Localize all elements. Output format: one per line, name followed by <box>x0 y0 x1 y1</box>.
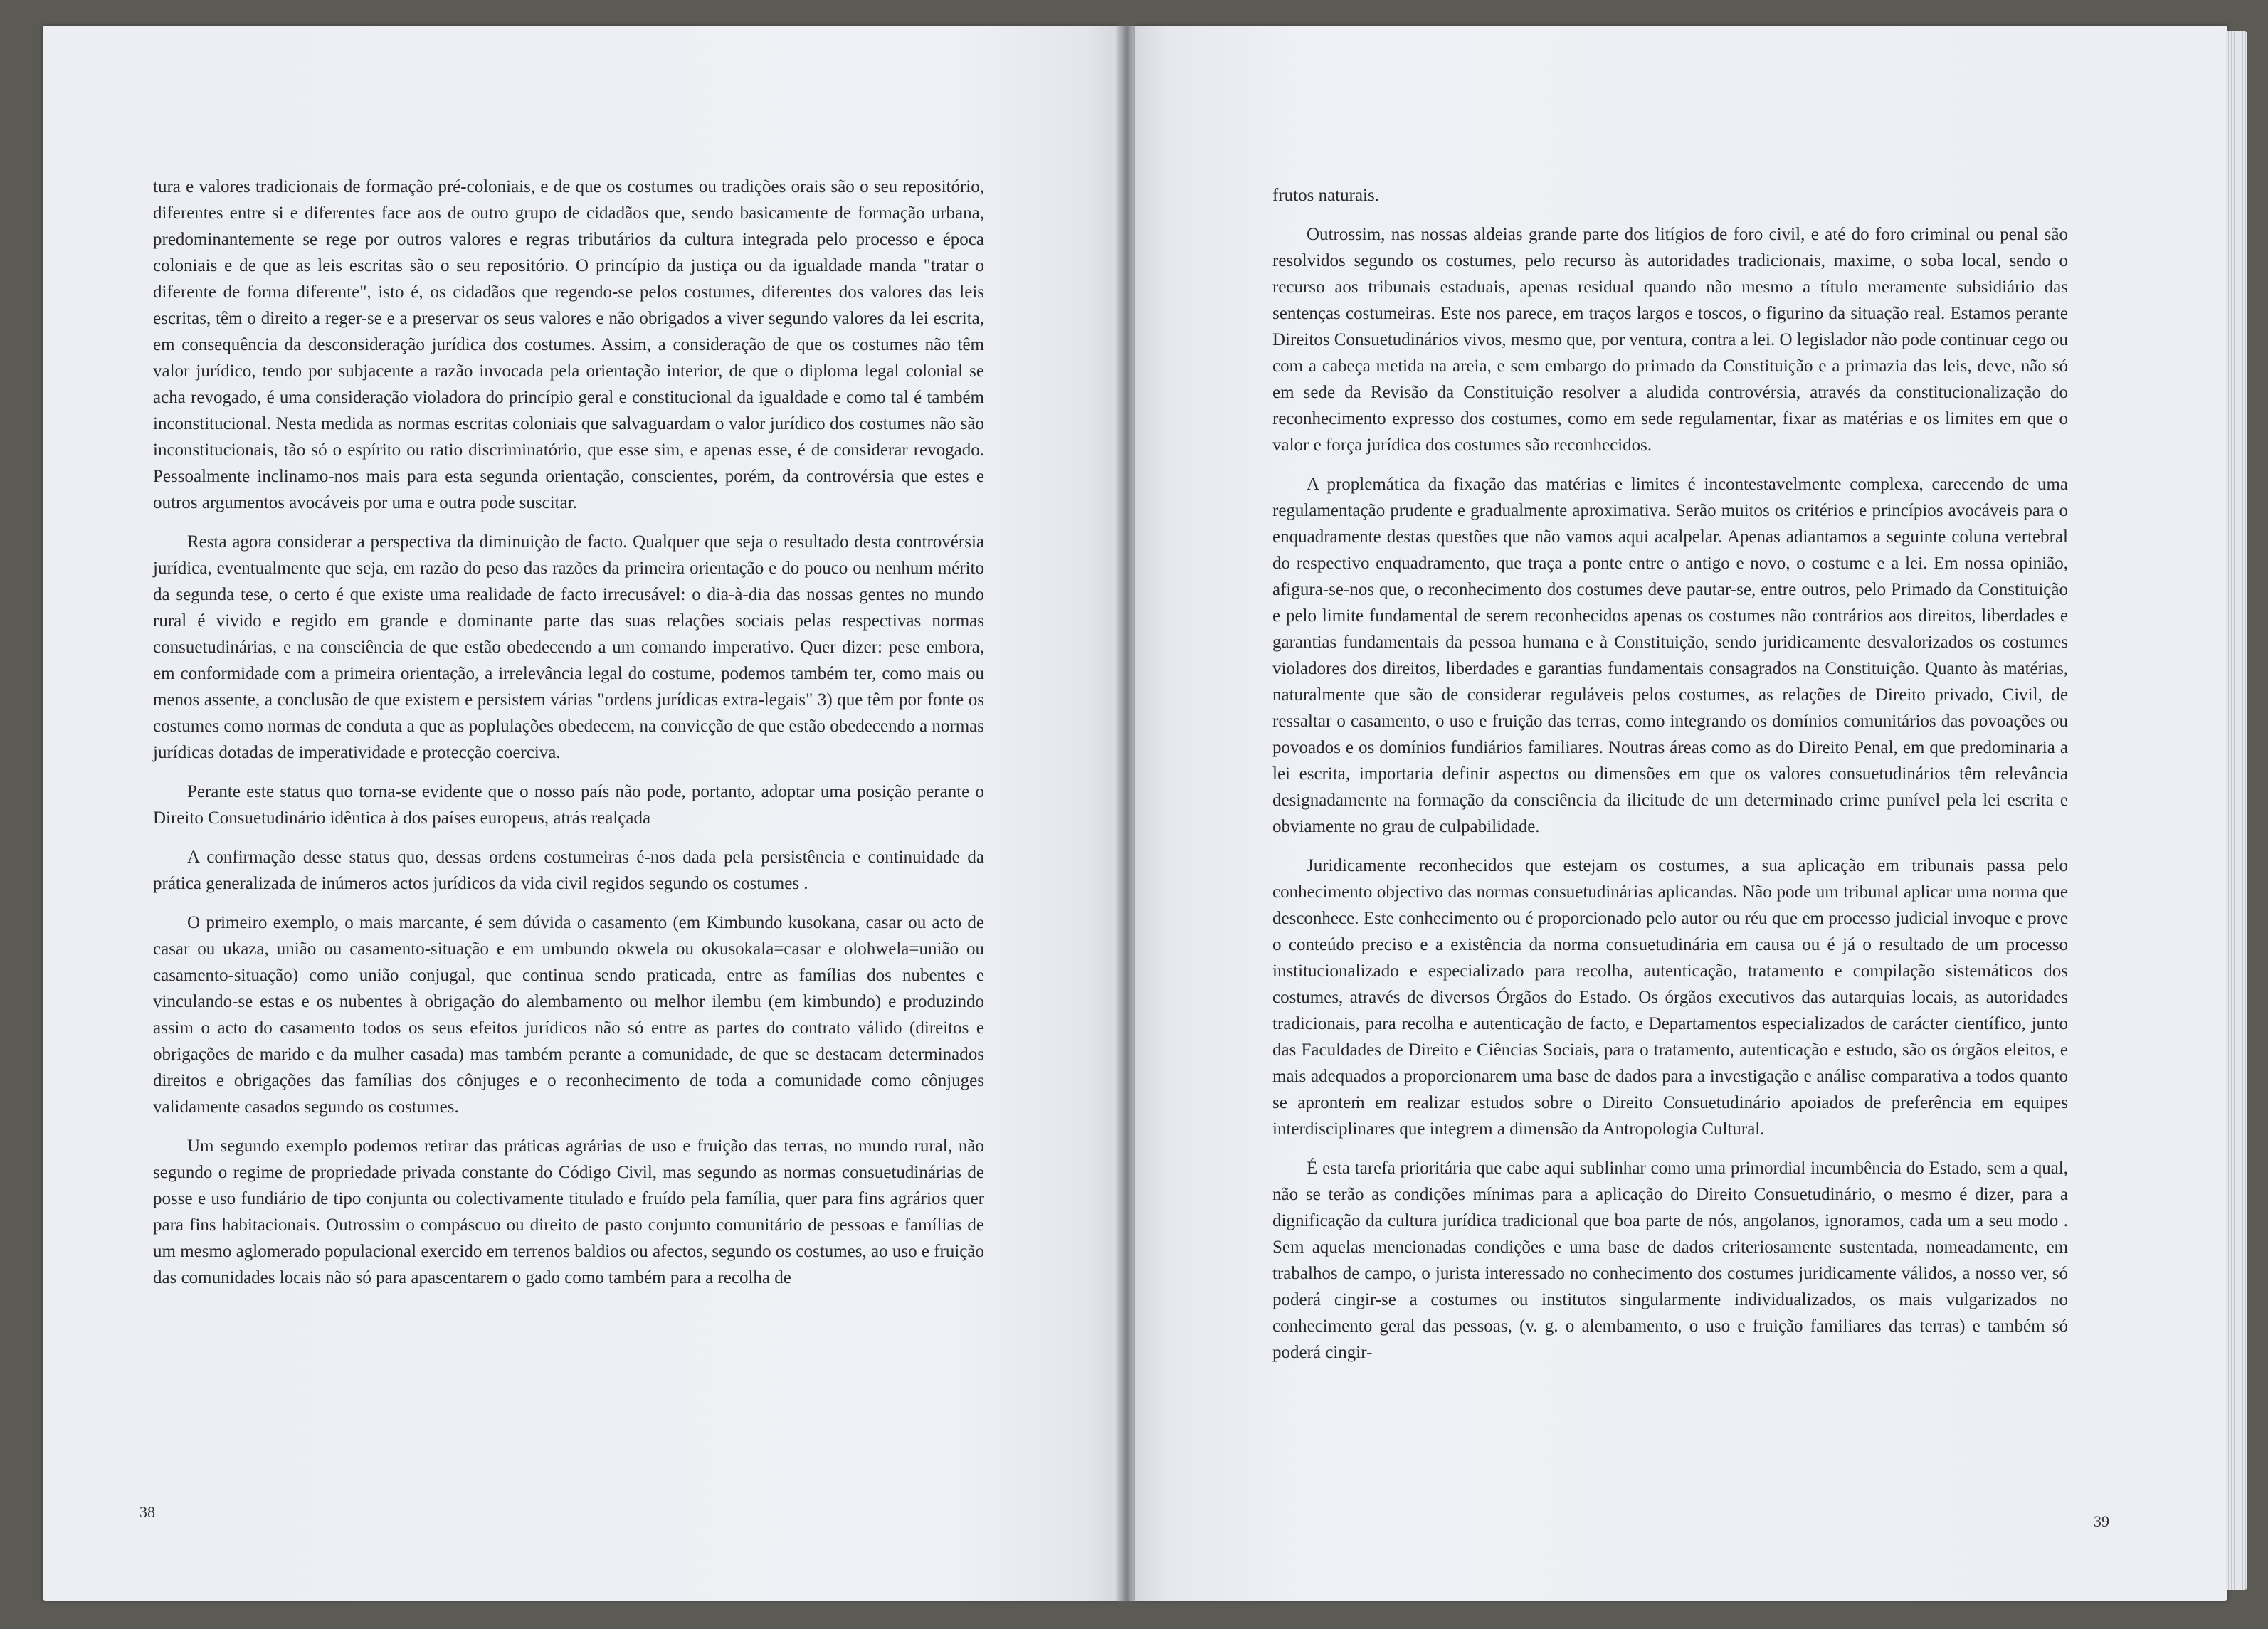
book-gutter <box>1116 26 1136 1601</box>
paragraph: A proplemática da fixação das matérias e limites é incontestavelmente complexa, carecendo de uma regulamentação prudente e gradualmente aproximativa. Serão muitos os critérios e princípios avocáveis para o enquadramente destas questões que não vamos aqui acalpelar. Apenas adiantamos a seguinte coluna vertebral do respectivo enquadramento, que traça a ponte entre o antigo e novo, o costume e a lei. Em nossa opinião, afigura-se-nos que, o reconhecimento dos costumes deve pautar-se, entre outros, pelo Primado da Constituição e pelo limite fundamental de serem reconhecidos apenas os costumes não contrários aos direitos, liberdades e garantias fundamentais da pessoa humana e à Constituição, sendo juridicamente desvalorizados os costumes violadores dos direitos, liberdades e garantias fundamentais consagrados na Constituição. Quanto às matérias, naturalmente que são de considerar reguláveis pelos costumes, as relações de Direito privado, Civil, de ressaltar o casamento, o uso e fruição das terras, como integrando os domínios comunitários das povoações ou povoados e os domínios fundiários familiares. Noutras áreas como as do Direito Penal, em que predominaria a lei escrita, importaria definir aspectos ou dimensões em que os valores consuetudinários têm relevância designadamente na formação da consciência da ilicitude de um determinado crime punível pela lei escrita e obviamente no grau de culpabilidade. <box>1272 475 2068 836</box>
right-page-text <box>1272 182 2068 1378</box>
paragraph: Juridicamente reconhecidos que estejam os costumes, a sua aplicação em tribunais passa pelo conhecimento objectivo das normas consuetudinárias aplicandas. Não pode um tribunal aplicar uma norma que desconhece. Este conhecimento ou é proporcionado pelo autor ou réu que em processo judicial invoque e prove o conteúdo preciso e a existência da norma consuetudinária em causa ou é já o resultado de um processo institucionalizado e especializado para recolha, autenticação, tratamento e compilação sistemáticos dos costumes, através de diversos Órgãos do Estado. Os órgãos executivos das autarquias locais, as autoridades tradicionais, para recolha e autenticação de facto, e Departamentos especializados de carácter científico, junto das Faculdades de Direito e Ciências Sociais, para o tratamento, autenticação e estudo, são os órgãos eleitos, e mais adequados a proporcionarem uma base de dados para a investigação e análise comparativa a todos quanto se apronteṁ em realizar estudos sobre o Direito Consuetudinário apoiados de preferência em equipes interdisciplinares que integrem a dimensão da Antropologia Cultural. <box>1272 856 2068 1139</box>
paragraph: Resta agora considerar a perspectiva da diminuição de facto. Qualquer que seja o resultado desta controvérsia jurídica, eventualmente que seja, em razão do peso das razões da primeira orientação e do pouco ou nenhum mérito da segunda tese, o certo é que existe uma realidade de facto irrecusável: o dia-à-dia das nossas gentes no mundo rural é vivido e regido em grande e dominante parte das suas relações sociais pelas respectivas normas consuetudinárias, e na consciência de que estão obedecendo a um comando imperativo. Quer dizer: pese embora, em conformidade com a primeira orientação, a irrelevância legal do costume, podemos também ter, como mais ou menos assente, a conclusão de que existem e persistem várias "ordens jurídicas extra-legais" 3) que têm por fonte os costumes como normas de conduta a que as poplulações obedecem, na convicção de que estão obedecendo a normas jurídicas dotadas de imperatividade e protecção coerciva. <box>153 532 984 762</box>
left-page-text <box>153 174 984 1304</box>
paragraph: tura e valores tradicionais de formação pré-coloniais, e de que os costumes ou tradições orais são o seu repositório, diferentes entre si e diferentes face aos de outro grupo de cidadãos que, sendo basicamente de formação urbana, predominantemente se rege por outros valores e regras tributários da cultura integrada pelo processo e época coloniais e de que as leis escritas são o seu repositório. O princípio da justiça ou da igualdade manda "tratar o diferente de forma diferente", isto é, os cidadãos que regendo-se pelos costumes, diferentes dos valores das leis escritas, têm o direito a reger-se e a preservar os seus valores e não obrigados a viver segundo valores da lei escrita, em consequência da desconsideração jurídica dos costumes. Assim, a consideração de que os costumes não têm valor jurídico, tendo por subjacente a razão invocada pela orientação interior, de que o diploma legal colonial se acha revogado, é uma consideração violadora do princípio geral e constitucional da igualdade e como tal é também inconstitucional. Nesta medida as normas escritas coloniais que salvaguardam o valor jurídico dos costumes não são inconstitucionais, tão só o espírito ou ratio discriminatório, que esse sim, e apenas esse, é de considerar revogado. Pessoalmente inclinamo-nos mais para esta segunda orientação, conscientes, porém, da controvérsia que estes e outros argumentos avocáveis por uma e outra pode suscitar. <box>153 177 984 512</box>
paragraph: É esta tarefa prioritária que cabe aqui sublinhar como uma primordial incumbência do Estado, sem a qual, não se terão as condições mínimas para a aplicação do Direito Consuetudinário, o mesmo é dizer, para a dignificação da cultura jurídica tradicional que boa parte de nós, angolanos, ignoramos, cada um a seu modo . Sem aquelas mencionadas condições e uma base de dados criteriosamente sustentada, nomeadamente, em trabalhos de campo, o jurista interessado no conhecimento dos costumes juridicamente válidos, a nosso ver, só poderá cingir-se a costumes ou institutos singularmente individualizados, os mais vulgarizados no conhecimento geral das pessoas, (v. g. o alembamento, o uso e fruição familiares das terras) e também só poderá cingir- <box>1272 1159 2068 1362</box>
paragraph: O primeiro exemplo, o mais marcante, é sem dúvida o casamento (em Kimbundo kusokana, casar ou acto de casar ou ukaza, união ou casamento-situação e em umbundo okwela ou okusokala=casar e olohwela=união ou casamento-situação) como união conjugal, que continua sendo praticada, entre as famílias dos nubentes e vinculando-se estas e os nubentes à obrigação do alembamento ou melhor ilembu (em kimbundo) e produzindo assim o acto do casamento todos os seus efeitos jurídicos não só entre as partes do contrato válido (direitos e obrigações de marido e da mulher casada) mas também perante a comunidade, de que se destacam determinados direitos e obrigações das famílias dos cônjuges e o reconhecimento de toda a comunidade como cônjuges validamente casados segundo os costumes. <box>153 913 984 1117</box>
paragraph: Um segundo exemplo podemos retirar das práticas agrárias de uso e fruição das terras, no mundo rural, não segundo o regime de propriedade privada constante do Código Civil, mas segundo as normas consuetudinárias de posse e uso fundiário de tipo conjunta ou colectivamente titulado e fruído pela família, quer para fins agrários quer para fins habitacionais. Outrossim o compáscuo ou direito de pasto conjunto comunitário de pessoas e famílias de um mesmo aglomerado populacional exercido em terrenos baldios ou afectos, segundo os costumes, ao uso e fruição das comunidades locais não só para apascentarem o gado como também para a recolha de <box>153 1137 984 1287</box>
paragraph: frutos naturais. <box>1272 186 1379 205</box>
page-edges <box>2226 31 2247 1590</box>
page-number-right: 39 <box>2094 1512 2109 1530</box>
paragraph: A confirmação desse status quo, dessas ordens costumeiras é-nos dada pela persistência e continuidade da prática generalizada de inúmeros actos jurídicos da vida civil regidos segundo os costumes . <box>153 848 984 893</box>
page-number-left: 38 <box>139 1503 155 1521</box>
paragraph: Outrossim, nas nossas aldeias grande parte dos litígios de foro civil, e até do foro criminal ou penal são resolvidos segundo os costumes, pelo recurso às autoridades tradicionais, maxime, o soba local, sendo o recurso aos tribunais estaduais, apenas residual quando não mesmo a título meramente subsidiário das sentenças costumeiras. Este nos parece, em traços largos e toscos, o figurino da situação real. Estamos perante Direitos Consuetudinários vivos, mesmo que, por ventura, contra a lei. O legislador não pode continuar cego ou com a cabeça metida na areia, e sem embargo do primado da Constituição e a primazia das leis, deve, não só em sede da Revisão da Constituição resolver a aludida controvérsia, através da constitucionalização do reconhecimento expresso dos costumes, como em sede regulamentar, fixar as matérias e os limites em que o valor e força jurídica dos costumes são reconhecidos. <box>1272 225 2068 455</box>
paragraph: Perante este status quo torna-se evidente que o nosso país não pode, portanto, adoptar uma posição perante o Direito Consuetudinário idêntica à dos países europeus, atrás realçada <box>153 782 984 828</box>
